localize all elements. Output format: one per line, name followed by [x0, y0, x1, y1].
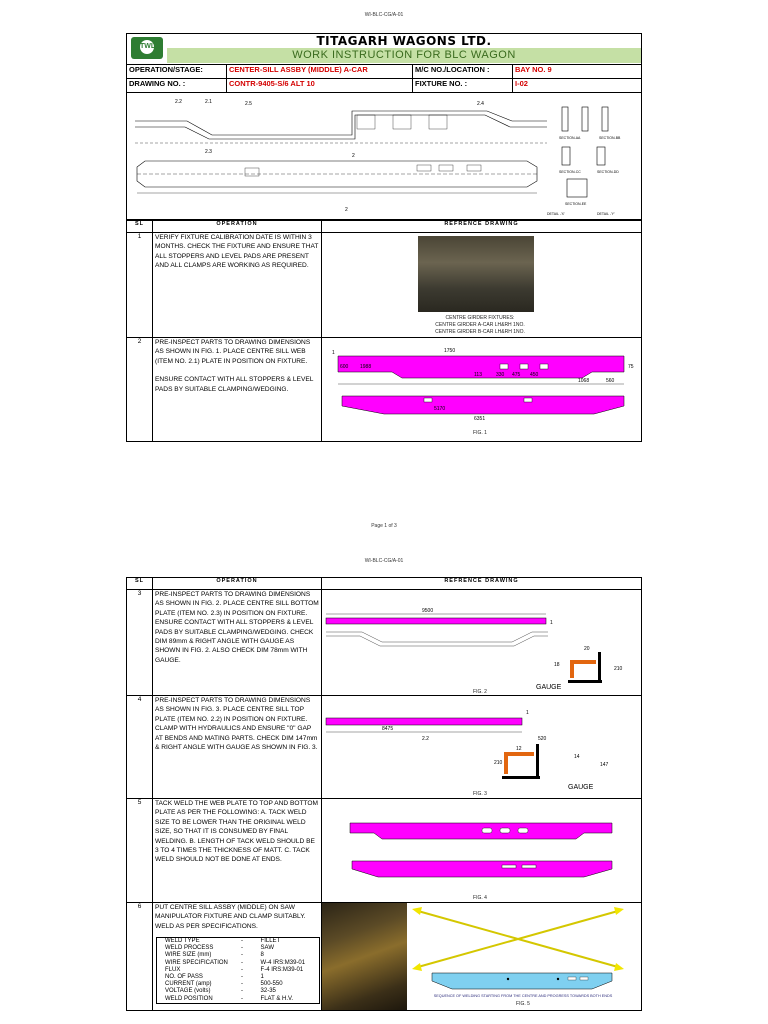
title-box: [126, 33, 642, 65]
mc-location-label: M/C NO./LOCATION :: [413, 65, 513, 79]
fig1-dim-560: 560: [606, 378, 615, 384]
label-2-4: 2.4: [477, 101, 484, 107]
label-2-3: 2.3: [205, 149, 212, 155]
weld-spec-value: W-4 IRS:M39-01: [260, 959, 306, 966]
company-logo: [131, 37, 163, 59]
fig3-drawing: [322, 696, 638, 792]
fig3-dim-210: 210: [494, 760, 503, 766]
fig3-dim-1: 1: [526, 710, 529, 716]
step-4-sl: 4: [127, 696, 153, 799]
fig1-drawing: [324, 340, 640, 430]
operation-stage-value: CENTER-SILL ASSBY (MIDDLE) A-CAR: [227, 65, 413, 79]
fig5-caption: FIG. 5: [516, 1001, 530, 1007]
fig2-dim-20: 20: [584, 646, 590, 652]
step-row-4: [127, 696, 642, 799]
weld-spec-row: WIRE SIZE (mm) - 8: [157, 952, 319, 959]
step-6-sl: 6: [127, 903, 153, 1011]
weld-spec-key: WIRE SPECIFICATION: [165, 959, 228, 966]
fig3-gauge-label: GAUGE: [568, 784, 594, 791]
drawing-no-label: DRAWING NO. :: [127, 79, 227, 93]
fig3-dim-520: 520: [538, 736, 547, 742]
label-2-2: 2.2: [175, 99, 182, 105]
fig1-dim-475: 475: [512, 372, 521, 378]
fig1-dim-1068: 1068: [578, 378, 590, 384]
weld-spec-value: 8: [260, 952, 264, 959]
weld-spec-row: WELD PROCESS - SAW: [157, 945, 319, 952]
fixture-photo: [418, 236, 534, 312]
weld-spec-value: 500-550: [260, 981, 283, 988]
weld-spec-value: F-4 IRS:M39-01: [260, 966, 304, 973]
fig2-dim-1: 1: [550, 620, 553, 626]
weld-spec-row: VOLTAGE (volts) - 32-35: [157, 988, 319, 995]
operation-stage-label: OPERATION/STAGE:: [127, 65, 227, 79]
assembly-drawing: [127, 93, 641, 219]
step-4-operation: PRE-INSPECT PARTS TO DRAWING DIMENSIONS AS SHOWN IN FIG. 3. PLACE CENTRE SILL TOP PLATE (ITEM NO. 2.2) IN POSITION ON FIXTURE. CLAMP WITH HYDRAULICS AND ENSURE "0" GAP AT BENDS AND MATING PARTS. CHECK DIM 147mm & RIGHT ANGLE WITH GAUGE AS SHOWN IN FIG. 3.: [153, 696, 322, 799]
fig1-dim-330: 330: [496, 372, 505, 378]
step-3-operation: PRE-INSPECT PARTS TO DRAWING DIMENSIONS AS SHOWN IN FIG. 2. PLACE CENTRE SILL BOTTOM PLATE (ITEM NO. 2.3) IN POSITION ON FIXTURE. ENSURE CONTACT WITH ALL STOPPERS & LEVEL PADS BY SUITABLE CLAMPING/WEDGING. CHECK DIM 89mm & RIGHT ANGLE WITH GAUGE AS SHOWN IN FIG. 2. ALSO CHECK DIM 78mm WITH GAUGE.: [153, 590, 322, 696]
step-6-reference: [322, 903, 642, 1011]
step-1-operation: VERIFY FIXTURE CALIBRATION DATE IS WITHIN 3 MONTHS. CHECK THE FIXTURE AND ENSURE THAT ALL STOPPERS AND LEVEL PADS ARE PRESENT AND ALL CLAMPS ARE WORKING AS REQUIRED.: [153, 233, 322, 338]
caption-line-1: CENTRE GIRDER FIXTURES:: [445, 315, 515, 321]
step-4-reference: [322, 696, 642, 799]
step-5-sl: 5: [127, 799, 153, 903]
step-6-operation: PUT CENTRE SILL ASSBY (MIDDLE) ON SAW MANIPULATOR FIXTURE AND CLAMP SUITABLY. WELD AS PER SPECIFICATIONS.: [155, 904, 306, 930]
fig2-gauge-label: GAUGE: [536, 684, 562, 691]
fig1-dim-5170: 5170: [434, 406, 446, 412]
step-5-operation: TACK WELD THE WEB PLATE TO TOP AND BOTTOM PLATE AS PER THE FOLLOWING: A. TACK WELD SIZE TO BE LOWER THAN THE ORIGINAL WELD SIZE, SO THAT IT IS CONSUMED BY FINAL WELDING. B. LENGTH OF TACK WELD SHOULD BE 3 TO 4 TIMES THE THICKNESS OF MATT. C. TACK WELD SHOULD NOT BE DONE AT ENDS.: [153, 799, 322, 903]
steps-table-page1: [126, 220, 642, 442]
section-bb: SECTION-BB: [599, 136, 621, 140]
welding-sequence-note: SEQUENCE OF WELDING STARTING FROM THE CENTRE AND PROGRESS TOWARDS BOTH ENDS: [433, 994, 613, 998]
fig1-dim-113: 113: [474, 372, 482, 378]
col-reference-header: REFRENCE DRAWING: [322, 221, 642, 233]
weld-spec-key: CURRENT (amp): [165, 981, 212, 988]
weld-spec-key: VOLTAGE (volts): [165, 988, 211, 995]
step-3-sl: 3: [127, 590, 153, 696]
step-1-reference: [322, 233, 642, 338]
fig3-caption: FIG. 3: [473, 791, 487, 797]
section-aa: SECTION-AA: [559, 136, 581, 140]
fig1-dim-75: 75: [628, 364, 634, 370]
step-row-1: [127, 233, 642, 338]
section-ee: SECTION-EE: [565, 202, 587, 206]
page-footer: Page 1 of 3: [371, 523, 397, 529]
fig1-dim-450: 450: [530, 372, 539, 378]
label-2-5: 2.5: [245, 101, 252, 107]
step-2-sl: 2: [127, 338, 153, 442]
fig2-caption: FIG. 2: [473, 689, 487, 695]
weld-spec-key: FLUX: [165, 966, 181, 973]
doc-code-top: WI-BLC-CG/A-01: [364, 12, 404, 18]
doc-code-page2: WI-BLC-CG/A-01: [364, 558, 404, 564]
weld-spec-key: WIRE SIZE (mm): [165, 952, 212, 959]
step-5-reference: [322, 799, 642, 903]
weld-spec-row: CURRENT (amp) - 500-550: [157, 981, 319, 988]
detail-x: DETAIL -'X': [547, 212, 565, 216]
logo-text: TWL: [140, 40, 154, 54]
fig2-dim-18: 18: [554, 662, 560, 668]
fig2-drawing: [322, 590, 638, 690]
fig5-drawing: [408, 903, 636, 1003]
label-2-top: 2: [352, 153, 355, 159]
weld-spec-row: WIRE SPECIFICATION - W-4 IRS:M39-01: [157, 960, 319, 967]
weld-spec-row: WELD POSITION - FLAT & H.V.: [157, 996, 319, 1003]
mc-location-value: BAY NO. 9: [513, 65, 642, 79]
weld-spec-row: WELD TYPE - FILLET: [157, 938, 319, 945]
fig3-dim-2-2: 2.2: [422, 736, 429, 742]
col-operation-header: OPERATION: [153, 221, 322, 233]
fig3-dim-14: 14: [574, 754, 580, 760]
step-row-5: [127, 799, 642, 903]
weld-spec-key: NO. OF PASS: [165, 974, 203, 981]
weld-spec-table: [156, 937, 320, 1004]
fig1-dim-1988: 1988: [360, 364, 372, 370]
label-2-bottom: 2: [345, 207, 348, 213]
fig4-caption: FIG. 4: [473, 895, 487, 901]
col-sl-header: SL: [127, 221, 153, 233]
weld-spec-row: NO. OF PASS - 1: [157, 974, 319, 981]
drawing-no-value: CONTR-9405-S/6 ALT 10: [227, 79, 413, 93]
fig3-dim-12: 12: [516, 746, 522, 752]
company-name: TITAGARH WAGONS LTD.: [167, 34, 641, 49]
fig1-caption: FIG. 1: [473, 430, 487, 436]
step-2-operation-b: ENSURE CONTACT WITH ALL STOPPERS & LEVEL PADS BY SUITABLE CLAMPING/WEDGING.: [155, 376, 314, 393]
fig1-dim-1750: 1750: [444, 348, 456, 354]
fig1-dim-600: 600: [340, 364, 349, 370]
step-2-operation-a: PRE-INSPECT PARTS TO DRAWING DIMENSIONS AS SHOWN IN FIG. 1. PLACE CENTRE SILL WEB (ITEM NO. 2.1) PLATE IN POSITION ON FIXTURE.: [155, 339, 311, 365]
fixture-no-label: FIXTURE NO. :: [413, 79, 513, 93]
work-instruction-title: WORK INSTRUCTION FOR BLC WAGON: [167, 48, 641, 63]
fig1-dim-1: 1: [332, 350, 335, 356]
step-3-reference: [322, 590, 642, 696]
caption-line-2: CENTRE GIRDER A-CAR LH&RH 1NO.: [435, 322, 525, 328]
fixture-caption: [322, 315, 638, 336]
fixture-no-value: I-02: [513, 79, 642, 93]
weld-spec-key: WELD POSITION: [165, 995, 213, 1002]
col-reference-header-p2: REFRENCE DRAWING: [322, 578, 642, 590]
weld-spec-key: WELD PROCESS: [165, 945, 214, 952]
fig3-dim-147: 147: [600, 762, 609, 768]
section-cc: SECTION-CC: [559, 170, 581, 174]
detail-y: DETAIL -'Y': [597, 212, 615, 216]
weld-spec-key: WELD TYPE: [165, 938, 200, 944]
fig3-dim-8475: 8475: [382, 726, 394, 732]
weld-spec-row: FLUX - F-4 IRS:M39-01: [157, 967, 319, 974]
col-operation-header-p2: OPERATION: [153, 578, 322, 590]
weld-spec-value: FLAT & H.V.: [260, 995, 294, 1002]
fig4-drawing: [322, 799, 638, 895]
weld-spec-value: SAW: [260, 945, 274, 952]
weld-spec-value: 32-35: [260, 988, 276, 995]
weld-spec-value: 1: [260, 974, 264, 981]
header-fields-table: [126, 64, 642, 93]
step-row-2: [127, 338, 642, 442]
col-sl-header-p2: SL: [127, 578, 153, 590]
weld-spec-value: FILLET: [260, 938, 281, 944]
step-1-sl: 1: [127, 233, 153, 338]
step-row-3: [127, 590, 642, 696]
saw-manipulator-photo: [322, 903, 408, 1011]
section-dd: SECTION-DD: [597, 170, 619, 174]
fig2-dim-9500: 9500: [422, 608, 434, 614]
fig2-dim-210: 210: [614, 666, 623, 672]
label-2-1: 2.1: [205, 99, 212, 105]
caption-line-3: CENTRE GIRDER B-CAR LH&RH 1NO.: [435, 329, 525, 335]
fig1-dim-6351: 6351: [474, 416, 486, 422]
step-2-operation: [153, 338, 322, 442]
assembly-drawing-panel: [126, 93, 642, 220]
step-2-reference: [322, 338, 642, 442]
